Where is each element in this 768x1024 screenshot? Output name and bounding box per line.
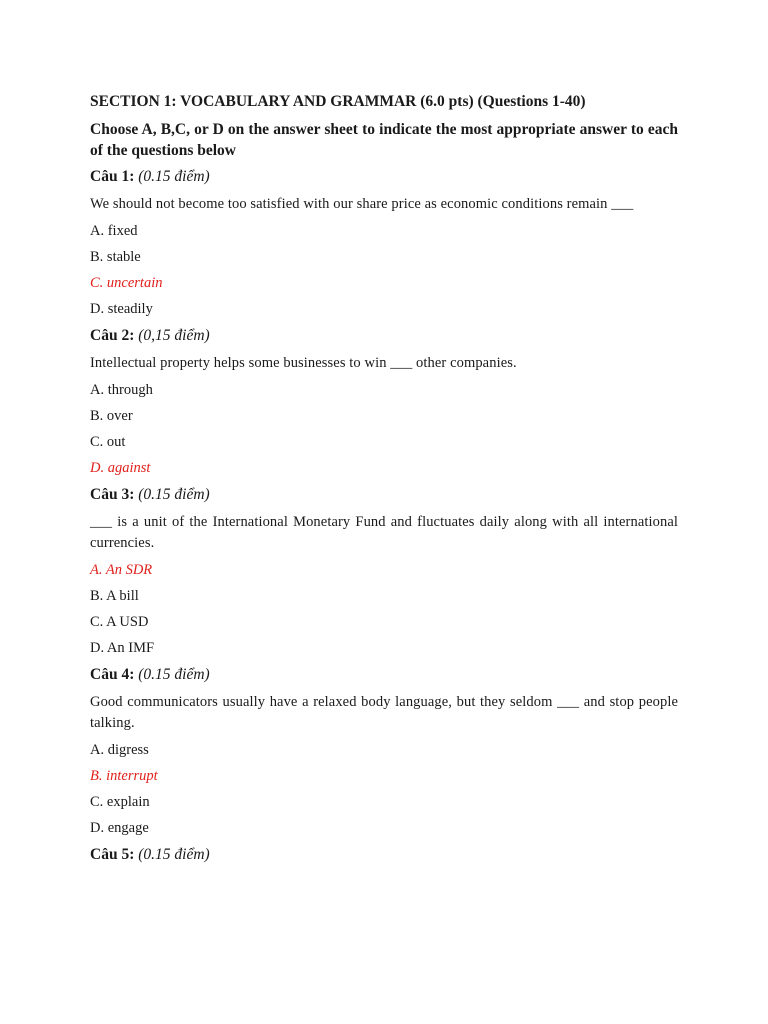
question-3 [90, 485, 678, 658]
answer-option: D. engage [90, 820, 149, 836]
question-label: Câu 1: [90, 168, 135, 185]
question-points: (0,15 điểm) [138, 327, 210, 344]
question-label: Câu 3: [90, 486, 135, 503]
question-label: Câu 5: [90, 846, 135, 863]
question-2 [90, 326, 678, 478]
answer-option: A. fixed [90, 223, 138, 239]
question-header [90, 326, 678, 346]
question-points: (0.15 điểm) [138, 666, 210, 683]
question-text: Good communicators usually have a relaxed body language, but they seldom ___ and stop people talking. [90, 694, 678, 731]
question-text: We should not become too satisfied with our share price as economic conditions remain ___ [90, 196, 634, 212]
answer-option-correct: A. An SDR [90, 562, 153, 578]
section-title: SECTION 1: VOCABULARY AND GRAMMAR (6.0 pts) (Questions 1-40) [90, 93, 586, 110]
question-header [90, 167, 678, 187]
instructions: Choose A, B,C, or D on the answer sheet to indicate the most appropriate answer to each of the questions below [90, 121, 678, 159]
question-points: (0.15 điểm) [138, 168, 210, 185]
question-header [90, 485, 678, 505]
question-text: ___ is a unit of the International Monetary Fund and fluctuates daily along with all international currencies. [90, 514, 678, 551]
question-points: (0.15 điểm) [138, 486, 210, 503]
question-1 [90, 167, 678, 319]
answer-option: B. A bill [90, 588, 139, 604]
question-5 [90, 845, 678, 865]
question-header [90, 845, 678, 865]
answer-option-correct: B. interrupt [90, 768, 158, 784]
answer-option: A. through [90, 382, 153, 398]
question-text: Intellectual property helps some businesses to win ___ other companies. [90, 355, 517, 371]
question-points: (0.15 điểm) [138, 846, 210, 863]
question-header [90, 665, 678, 685]
question-4 [90, 665, 678, 838]
answer-option: A. digress [90, 742, 149, 758]
question-list [90, 167, 678, 865]
answer-option: C. A USD [90, 614, 149, 630]
question-label: Câu 2: [90, 327, 135, 344]
answer-option: C. explain [90, 794, 150, 810]
answer-option: B. over [90, 408, 133, 424]
answer-option: B. stable [90, 249, 141, 265]
question-label: Câu 4: [90, 666, 135, 683]
answer-option-correct: C. uncertain [90, 275, 163, 291]
answer-option: D. steadily [90, 301, 153, 317]
document-page [90, 92, 678, 872]
answer-option: D. An IMF [90, 640, 155, 656]
answer-option: C. out [90, 434, 126, 450]
answer-option-correct: D. against [90, 460, 151, 476]
